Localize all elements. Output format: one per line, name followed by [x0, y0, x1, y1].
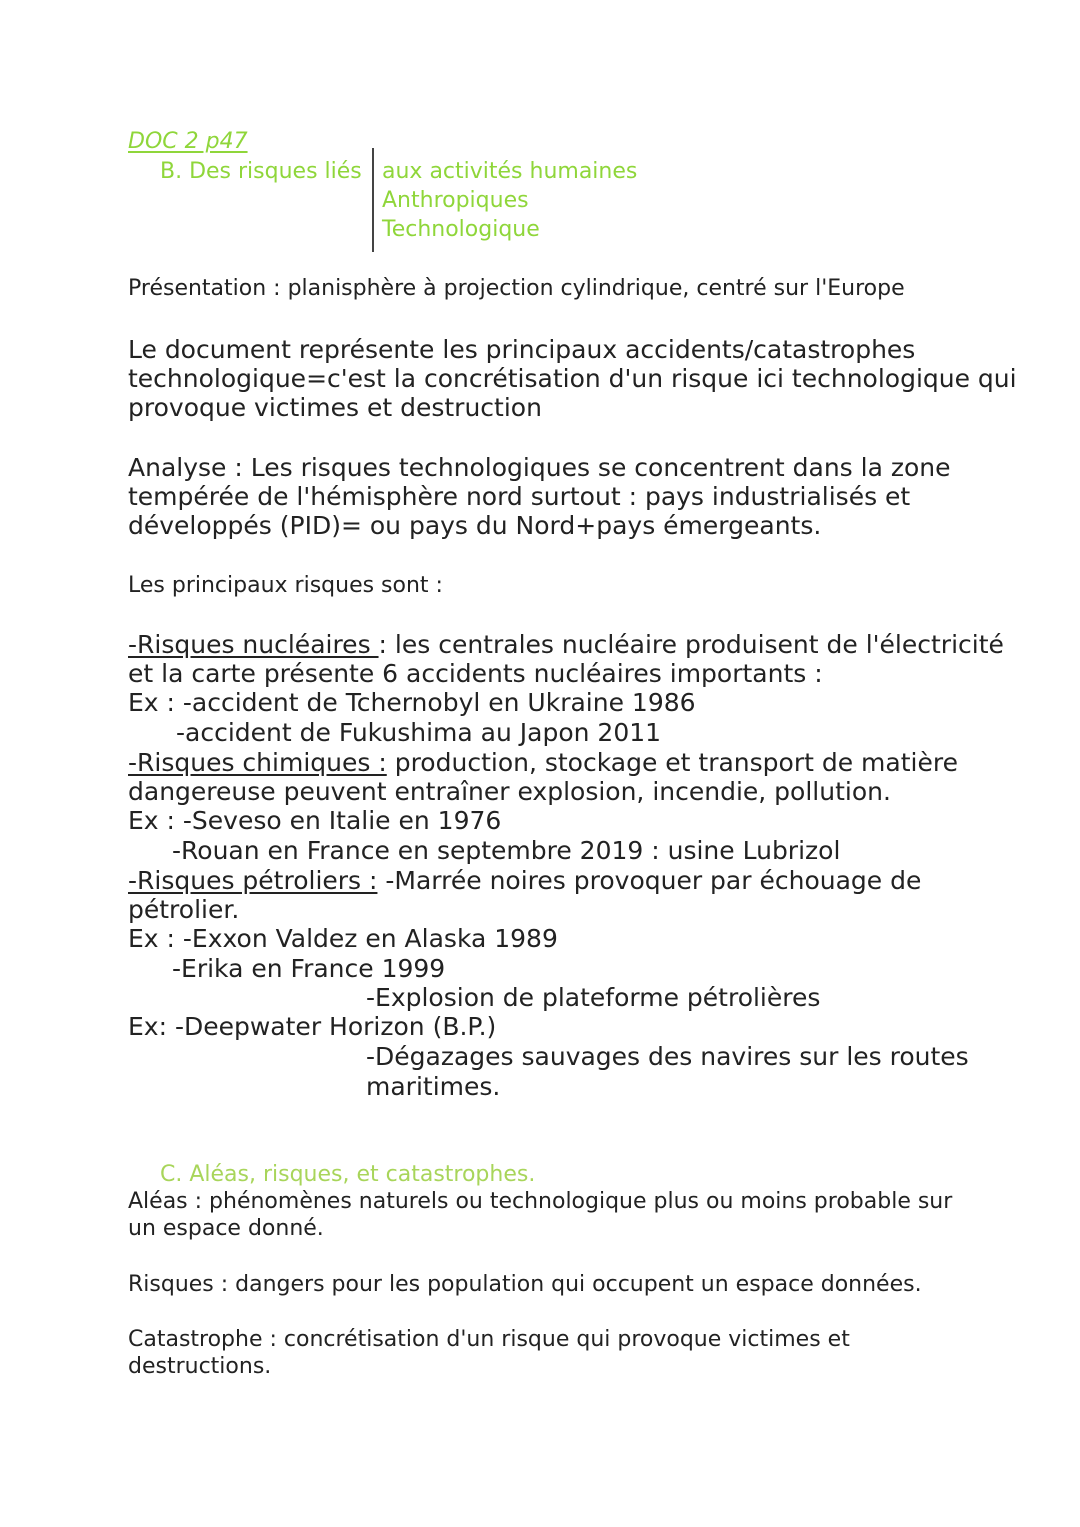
chimique-label: -Risques chimiques : — [128, 748, 387, 777]
nucleaire-line-1 — [128, 630, 1004, 660]
nucleaire-ex-1: Ex : -accident de Tchernobyl en Ukraine 1986 — [128, 688, 696, 717]
petrolier-line-2: pétrolier. — [128, 895, 240, 924]
section-b-bracket — [372, 148, 374, 252]
section-b-title: B. Des risques liés — [160, 159, 362, 184]
chimique-line-1 — [128, 748, 958, 778]
petrolier-line-1 — [128, 866, 921, 896]
nucleaire-line-2: et la carte présente 6 accidents nucléaires importants : — [128, 659, 823, 688]
section-b-item-2: Anthropiques — [382, 188, 529, 213]
risques-definition: Risques : dangers pour les population qui occupent un espace données. — [128, 1272, 922, 1297]
petrolier-text: -Marrée noires provoquer par échouage de — [377, 866, 922, 895]
doc-ref: DOC 2 p47 — [128, 129, 248, 154]
intro-line-1: Le document représente les principaux accidents/catastrophes — [128, 335, 916, 364]
chimique-text: production, stockage et transport de matière — [386, 748, 958, 777]
petrolier-ex-1: Ex : -Exxon Valdez en Alaska 1989 — [128, 924, 558, 953]
intro-line-2: technologique=c'est la concrétisation d'un risque ici technologique qui — [128, 364, 1017, 393]
catastrophe-line-1: Catastrophe : concrétisation d'un risque qui provoque victimes et — [128, 1327, 850, 1352]
section-c-title: C. Aléas, risques, et catastrophes. — [160, 1162, 536, 1187]
principaux-risques: Les principaux risques sont : — [128, 573, 443, 598]
intro-line-3: provoque victimes et destruction — [128, 393, 542, 422]
nucleaire-text: : les centrales nucléaire produisent de l'électricité — [378, 630, 1004, 659]
catastrophe-line-2: destructions. — [128, 1354, 272, 1379]
section-b-item-3: Technologique — [382, 217, 540, 242]
petrolier-degazage-1: -Dégazages sauvages des navires sur les routes — [366, 1042, 969, 1071]
nucleaire-ex-2: -accident de Fukushima au Japon 2011 — [176, 718, 662, 747]
presentation: Présentation : planisphère à projection cylindrique, centré sur l'Europe — [128, 276, 905, 301]
petrolier-degazage-2: maritimes. — [366, 1072, 501, 1101]
petrolier-label: -Risques pétroliers : — [128, 866, 378, 895]
chimique-ex-1: Ex : -Seveso en Italie en 1976 — [128, 806, 502, 835]
analyse-line-2: tempérée de l'hémisphère nord surtout : pays industrialisés et — [128, 482, 911, 511]
petrolier-explosion: -Explosion de plateforme pétrolières — [366, 983, 821, 1012]
aleas-line-1: Aléas : phénomènes naturels ou technologique plus ou moins probable sur — [128, 1189, 953, 1214]
analyse-line-3: développés (PID)= ou pays du Nord+pays émergeants. — [128, 511, 822, 540]
petrolier-ex-3: Ex: -Deepwater Horizon (B.P.) — [128, 1012, 497, 1041]
aleas-line-2: un espace donné. — [128, 1216, 324, 1241]
analyse-line-1: Analyse : Les risques technologiques se concentrent dans la zone — [128, 453, 951, 482]
chimique-line-2: dangereuse peuvent entraîner explosion, incendie, pollution. — [128, 777, 891, 806]
nucleaire-label: -Risques nucléaires — [128, 630, 379, 659]
chimique-ex-2: -Rouan en France en septembre 2019 : usine Lubrizol — [172, 836, 841, 865]
section-b-item-1: aux activités humaines — [382, 159, 638, 184]
petrolier-ex-2: -Erika en France 1999 — [172, 954, 446, 983]
